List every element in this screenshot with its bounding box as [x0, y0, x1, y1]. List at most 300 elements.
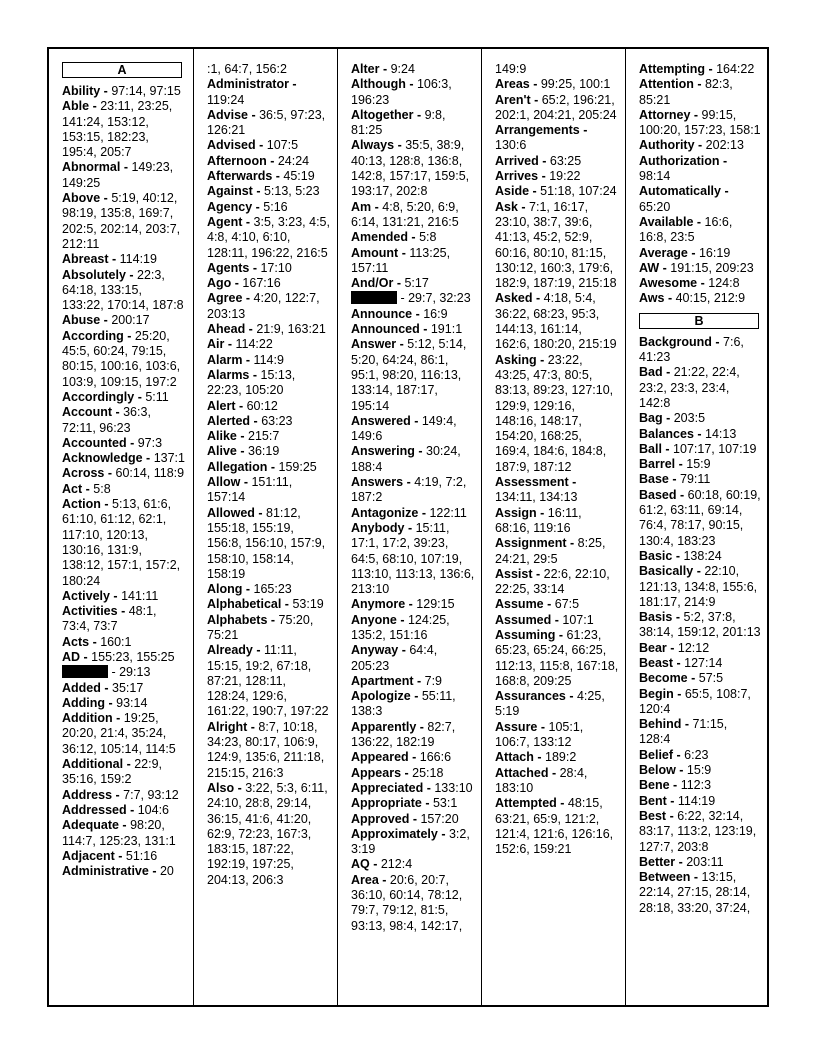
word-index-frame [47, 47, 769, 1007]
page-line-refs: 20:6, 20:7, 36:10, 60:14, 78:12, 79:7, 79:12, 81:5, 93:13, 98:4, 142:17, [351, 872, 463, 933]
index-term: Agree [207, 291, 243, 306]
index-entry [351, 414, 475, 445]
index-term: Adequate [62, 818, 119, 833]
index-entry [639, 154, 761, 185]
page-line-refs: 114:9 [253, 352, 284, 367]
index-entry [62, 405, 187, 436]
entry-separator: - [80, 649, 92, 664]
index-term: Attempting [639, 62, 705, 76]
index-column-1 [49, 49, 193, 1005]
entry-separator: - [398, 245, 410, 260]
index-term: Basis [639, 610, 673, 625]
entry-separator: - [711, 334, 724, 349]
index-term: Alerted [207, 413, 251, 428]
entry-separator: - [234, 780, 246, 795]
index-term: Alter [351, 62, 380, 76]
index-entry [62, 864, 187, 879]
index-entry [207, 444, 331, 459]
index-column-5 [625, 49, 767, 1005]
index-term: Act [62, 481, 83, 496]
index-entry [351, 521, 475, 597]
index-entry [351, 307, 475, 322]
index-entry [639, 215, 761, 246]
index-term: Abnormal [62, 160, 121, 175]
page-line-refs: 29:13 [119, 665, 151, 680]
page-line-refs: 159:25 [278, 459, 317, 474]
index-term: Bene [639, 778, 670, 793]
index-entry [62, 329, 187, 390]
entry-separator: - [369, 857, 381, 872]
entry-separator: - [664, 291, 676, 306]
index-term: Apartment [351, 673, 414, 688]
entry-separator: - [551, 612, 563, 627]
page-line-refs: 97:3 [137, 435, 163, 450]
index-entry [639, 794, 761, 809]
page-line-refs: 7:1, 16:17, 23:10, 38:7, 39:6, 41:13, 45:2, 52:9, 60:16, 80:10, 81:15, 130:12, 160:3, 179:6, 182:9, 187:19, 215:18 [495, 199, 617, 291]
index-term: Aren't [495, 92, 531, 107]
index-entry [639, 641, 761, 656]
page-line-refs: 99:15, 100:20, 157:23, 158:1 [639, 107, 761, 138]
page-line-refs: 7:6, 41:23 [639, 334, 744, 365]
index-term: Allow [207, 475, 241, 490]
page-line-refs: 202:13 [705, 138, 744, 153]
index-entry [495, 506, 619, 537]
index-entry [207, 643, 331, 719]
page-line-refs: 22:10, 121:13, 134:8, 155:6, 181:17, 214:9 [639, 564, 758, 609]
index-entry [639, 564, 761, 610]
index-term: Afternoon [207, 153, 267, 168]
index-column-4 [481, 49, 625, 1005]
index-term: Based [639, 487, 677, 502]
entry-separator: - [109, 588, 122, 603]
entry-separator: - [108, 665, 120, 680]
index-term: Asking [495, 352, 537, 367]
page-line-refs: 149:9 [495, 62, 527, 76]
index-entry [351, 689, 475, 720]
index-entry [639, 472, 761, 487]
index-term: Above [62, 191, 101, 206]
entry-separator: - [281, 597, 293, 612]
page-line-refs: 25:20, 45:5, 60:24, 79:15, 80:15, 100:16, 103:6, 103:9, 109:15, 197:2 [62, 328, 181, 389]
index-term: Best [639, 808, 667, 823]
index-entry [639, 457, 761, 472]
entry-separator: - [668, 472, 680, 487]
index-term: Allowed [207, 505, 255, 520]
entry-separator: - [704, 62, 717, 76]
entry-separator: - [672, 610, 684, 625]
page-line-refs: 137:1 [153, 451, 185, 466]
entry-separator: - [245, 322, 257, 337]
index-term: Apologize [351, 689, 411, 704]
index-entry [639, 261, 761, 276]
page-line-refs: 3:2, 3:19 [351, 826, 470, 857]
index-term: Additional [62, 757, 124, 772]
page-line-refs: 98:20, 114:7, 125:23, 131:1 [62, 818, 176, 848]
index-entry [351, 643, 475, 674]
index-term: Belief [639, 747, 674, 762]
index-term: Air [207, 337, 225, 352]
entry-separator: - [556, 796, 568, 811]
index-term: Anyway [351, 643, 399, 658]
index-entry [639, 365, 761, 411]
page-line-refs: 215:7 [248, 429, 280, 444]
index-term: Antagonize [351, 505, 419, 520]
index-term: Assume [495, 597, 544, 612]
entry-separator: - [538, 153, 550, 168]
entry-separator: - [108, 252, 120, 267]
page-line-refs: 5:17 [404, 276, 429, 291]
index-entry [62, 589, 187, 604]
index-term: Basically [639, 564, 694, 579]
entry-separator: - [249, 367, 261, 382]
page-line-refs: 14:13 [705, 426, 737, 441]
entry-separator: - [401, 765, 413, 780]
index-column-3 [337, 49, 481, 1005]
entry-separator: - [697, 276, 709, 291]
entry-separator: - [249, 260, 261, 275]
entry-separator: - [661, 441, 674, 456]
page-line-refs: 134:11, 134:13 [495, 490, 578, 505]
entry-separator: - [255, 138, 267, 153]
page-line-refs: :1, 64:7, 156:2 [207, 62, 287, 76]
page-line-refs: 24:24 [277, 153, 310, 168]
index-term: Agents [207, 260, 250, 275]
entry-separator: - [252, 184, 264, 199]
page-line-refs: 191:15, 209:23 [670, 260, 754, 275]
page-line-refs: 104:6 [137, 802, 169, 817]
page-line-refs: 28:4, 183:10 [495, 765, 588, 795]
index-entry [207, 261, 331, 276]
index-term: Ball [639, 441, 662, 456]
page-line-refs: 19:25, 20:20, 21:4, 35:24, 36:12, 105:14, 114:5 [62, 711, 176, 756]
entry-separator: - [123, 757, 135, 772]
index-term: Am [351, 199, 372, 214]
index-entry [639, 778, 761, 793]
entry-separator: - [240, 475, 252, 490]
page-line-refs: 36:5, 97:23, 126:21 [207, 107, 326, 138]
index-entry [62, 803, 187, 818]
entry-separator: - [126, 435, 138, 450]
index-entry [639, 855, 761, 870]
page-line-refs: 55:11, 138:3 [351, 689, 456, 719]
index-entry-continuation [495, 62, 619, 77]
index-term: Assessment [495, 475, 569, 490]
index-entry [495, 77, 619, 92]
entry-separator: - [242, 582, 254, 597]
index-entry [639, 246, 761, 261]
entry-separator: - [409, 811, 421, 826]
page-line-refs: 60:14, 118:9 [115, 466, 185, 481]
index-entry [495, 750, 619, 765]
index-term: Alive [207, 444, 237, 459]
index-term: Attached [495, 765, 549, 780]
index-entry [351, 674, 475, 689]
index-entry-continuation [207, 62, 331, 77]
index-entry [639, 687, 761, 718]
index-term: And/Or [351, 276, 394, 291]
page-line-refs: 160:1 [100, 634, 132, 649]
index-entry [207, 506, 331, 582]
index-term: Ago [207, 276, 232, 291]
page-line-refs: 4:20, 122:7, 203:13 [207, 291, 320, 321]
index-term: Adjacent [62, 848, 115, 863]
index-term: Assign [495, 505, 537, 520]
index-term: Asked [495, 291, 533, 306]
entry-separator: - [419, 322, 431, 337]
index-entry [495, 184, 619, 199]
index-entry [351, 444, 475, 475]
entry-separator: - [248, 107, 260, 122]
index-entry [351, 781, 475, 796]
index-entry [62, 313, 187, 328]
index-entry [207, 460, 331, 475]
entry-separator: - [421, 796, 433, 811]
page-line-refs: 9:24 [390, 62, 415, 76]
index-entry [495, 597, 619, 612]
index-entry [207, 322, 331, 337]
page-line-refs: 98:14 [639, 169, 671, 184]
page-line-refs: 15:11, 17:1, 17:2, 39:23, 64:5, 68:10, 107:19, 113:10, 113:13, 136:6, 213:10 [351, 520, 475, 597]
page-line-refs: 127:14 [684, 655, 723, 670]
entry-separator: - [266, 153, 278, 168]
index-entry [207, 138, 331, 153]
index-term: Appeared [351, 750, 409, 765]
index-entry [207, 108, 331, 139]
entry-separator: - [418, 505, 430, 520]
index-entry [351, 720, 475, 751]
index-term: Added [62, 680, 101, 695]
index-entry [62, 252, 187, 267]
entry-separator: - [548, 765, 560, 780]
index-term: Base [639, 472, 669, 487]
index-term: Awesome [639, 276, 698, 291]
entry-separator: - [247, 719, 259, 734]
entry-separator: - [693, 214, 705, 229]
page-line-refs: 167:16 [242, 276, 281, 291]
page-line-refs: 4:18, 5:4, 36:22, 68:23, 95:3, 144:13, 161:14, 162:6, 180:20, 215:19 [495, 291, 617, 352]
page-line-refs: 75:20, 75:21 [207, 612, 314, 642]
index-entry [639, 184, 761, 215]
entry-separator: - [408, 750, 420, 765]
entry-separator: - [662, 365, 674, 380]
entry-separator: - [565, 689, 577, 704]
index-entry [62, 451, 187, 466]
index-entry [351, 322, 475, 337]
entry-separator: - [120, 160, 132, 175]
page-line-refs: 166:6 [419, 750, 452, 765]
index-entry-redacted [351, 291, 475, 306]
index-term: Bad [639, 365, 663, 380]
page-line-refs: 3:22, 5:3, 6:11, 24:10, 28:8, 29:14, 36:15, 41:6, 41:20, 62:9, 72:23, 167:3, 183:15, 187:22, 192:19, 197:25, 204:13, 206:3 [207, 780, 328, 887]
page-line-refs: 16:9 [423, 306, 448, 321]
page-line-refs: 130:6 [495, 138, 527, 153]
entry-separator: - [396, 612, 408, 627]
page-line-refs: 212:4 [380, 857, 413, 872]
entry-separator: - [410, 413, 422, 428]
entry-separator: - [100, 497, 112, 512]
index-entry [639, 77, 761, 108]
index-entry [495, 200, 619, 292]
entry-separator: - [675, 457, 687, 472]
entry-separator: - [393, 276, 405, 291]
page-line-refs: 17:10 [260, 260, 292, 275]
index-term: Barrel [639, 457, 676, 472]
redaction-bar [351, 291, 397, 304]
page-line-refs: 48:1, 73:4, 73:7 [62, 604, 157, 634]
page-line-refs: 29:7, 32:23 [408, 291, 471, 306]
index-entry [495, 93, 619, 124]
index-term: Across [62, 466, 105, 481]
page-line-refs: 65:5, 108:7, 120:4 [639, 686, 751, 716]
entry-separator: - [105, 695, 117, 710]
index-entry [207, 337, 331, 352]
entry-separator: - [720, 184, 729, 199]
entry-separator: - [405, 597, 417, 612]
entry-separator: - [666, 793, 678, 808]
index-entry [207, 475, 331, 506]
index-term: Aws [639, 291, 665, 306]
page-line-refs: 4:19, 7:2, 187:2 [351, 475, 467, 505]
index-entry [639, 427, 761, 442]
entry-separator: - [125, 267, 138, 282]
index-term: Announced [351, 322, 420, 337]
page-line-refs: 5:16 [263, 199, 288, 214]
page-line-refs: 165:23 [253, 582, 292, 597]
index-entry [351, 750, 475, 765]
index-term: Advised [207, 138, 256, 153]
entry-separator: - [693, 564, 705, 579]
page-line-refs: 164:22 [716, 62, 755, 76]
index-term: Assumed [495, 612, 552, 627]
index-entry [639, 748, 761, 763]
entry-separator: - [566, 536, 578, 551]
entry-separator: - [378, 872, 390, 887]
entry-separator: - [532, 291, 544, 306]
index-term: Between [639, 870, 691, 885]
entry-separator: - [252, 199, 264, 214]
page-line-refs: 5:8 [419, 230, 437, 245]
entry-separator: - [693, 77, 705, 92]
index-term: Assist [495, 566, 533, 581]
page-line-refs: 124:8 [708, 276, 740, 291]
index-entry [207, 291, 331, 322]
entry-separator: - [142, 451, 154, 466]
index-entry [351, 873, 475, 934]
index-term: Amount [351, 245, 399, 260]
page-line-refs: 6:23 [684, 747, 709, 762]
page-line-refs: 57:5 [698, 671, 724, 686]
page-line-refs: 129:15 [416, 597, 455, 612]
entry-separator: - [100, 84, 112, 98]
index-entry [351, 475, 475, 506]
index-entry [351, 597, 475, 612]
page-line-refs: 65:2, 196:21, 202:1, 204:21, 205:24 [495, 92, 617, 122]
index-entry [351, 246, 475, 277]
index-term: Basic [639, 548, 673, 563]
page-line-refs: 25:18 [412, 765, 444, 780]
page-line-refs: 141:11 [121, 588, 159, 603]
page-line-refs: 5:12, 5:14, 5:20, 64:24, 86:1, 95:1, 98:20, 116:13, 133:14, 187:17, 195:14 [351, 337, 467, 413]
page-line-refs: 8:25, 24:21, 29:5 [495, 536, 606, 566]
index-entry [207, 781, 331, 888]
index-entry [639, 291, 761, 306]
page-line-refs: 15:13, 22:23, 105:20 [207, 367, 296, 398]
index-term: Ask [495, 199, 518, 214]
page-line-refs: 36:19 [248, 444, 280, 459]
index-entry [351, 337, 475, 413]
entry-separator: - [579, 123, 588, 138]
entry-separator: - [413, 673, 425, 688]
index-term: Approximately [351, 826, 438, 841]
index-entry [639, 276, 761, 291]
index-entry [207, 154, 331, 169]
index-entry [639, 763, 761, 778]
entry-separator: - [437, 826, 449, 841]
entry-separator: - [666, 808, 678, 823]
index-entry [495, 796, 619, 857]
entry-separator: - [405, 77, 417, 92]
index-term: Alarms [207, 367, 250, 382]
index-entry [351, 108, 475, 139]
entry-separator: - [112, 405, 124, 420]
index-entry [495, 628, 619, 689]
index-term: Assignment [495, 536, 567, 551]
entry-separator: - [413, 107, 425, 122]
redaction-bar [62, 665, 108, 678]
index-entry [207, 77, 331, 108]
index-term: Alphabetical [207, 597, 282, 612]
entry-separator: - [100, 313, 112, 328]
index-entry [351, 276, 475, 291]
index-term: Approved [351, 811, 410, 826]
index-entry [351, 613, 475, 644]
index-entry [351, 138, 475, 199]
index-entry [62, 99, 187, 160]
index-entry [207, 215, 331, 261]
index-term: Agent [207, 214, 243, 229]
entry-separator: - [538, 169, 550, 184]
page-line-refs: 107:17, 107:19 [673, 441, 757, 456]
page-line-refs: 5:8 [93, 481, 111, 496]
index-term: Allegation [207, 459, 268, 474]
index-term: According [62, 328, 124, 343]
entry-separator: - [82, 481, 94, 496]
entry-separator: - [673, 747, 685, 762]
page-line-refs: 5:19, 40:12, 98:19, 135:8, 169:7, 202:5, 202:14, 203:7, 212:11 [62, 191, 181, 251]
index-term: Also [207, 780, 235, 795]
page-line-refs: 203:5 [673, 411, 706, 426]
index-entry [207, 429, 331, 444]
page-line-refs: 79:11 [680, 472, 711, 487]
index-entry [639, 549, 761, 564]
page-line-refs: 22:9, 35:16, 159:2 [62, 757, 163, 787]
page-line-refs: 65:20 [639, 199, 671, 214]
index-entry [207, 276, 331, 291]
index-term: Answer [351, 337, 397, 352]
index-term: Assure [495, 719, 538, 734]
page-line-refs: 155:23, 155:25 [91, 649, 175, 664]
page-line-refs: 22:6, 22:10, 22:25, 33:14 [495, 566, 610, 597]
entry-separator: - [117, 604, 129, 619]
index-term: Average [639, 245, 688, 260]
entry-separator: - [379, 62, 391, 76]
page-line-refs: 122:11 [429, 505, 467, 520]
index-entry [495, 689, 619, 720]
page-line-refs: 8:7, 10:18, 34:23, 80:17, 106:9, 124:9, 135:6, 211:18, 215:15, 216:3 [207, 719, 325, 780]
entry-separator: - [267, 459, 279, 474]
page-line-refs: 81:12, 155:18, 155:19, 156:8, 156:10, 157:9, 158:10, 158:14, 158:19 [207, 505, 326, 581]
index-term: Announce [351, 306, 413, 321]
